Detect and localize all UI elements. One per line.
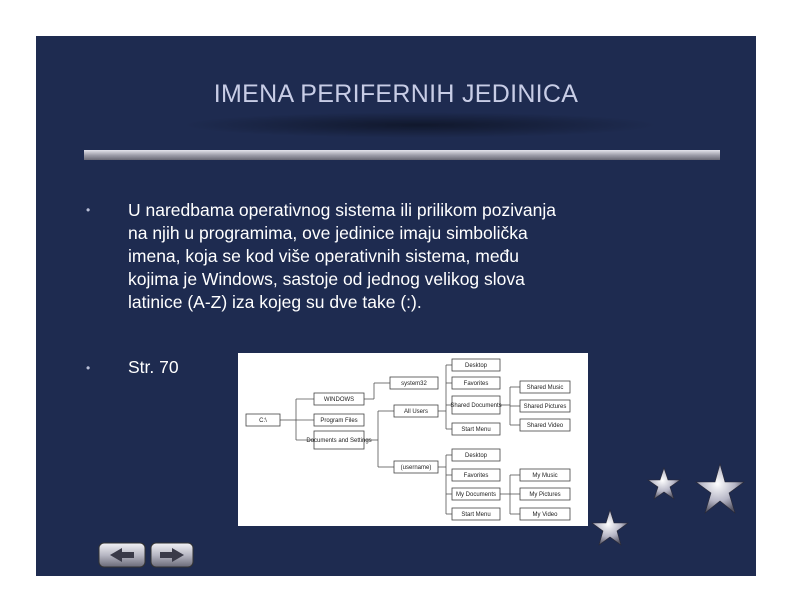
tree-node-favorites: Favorites <box>463 381 489 387</box>
star-icon <box>694 462 746 521</box>
tree-node-my-pictures: My Pictures <box>529 492 561 498</box>
next-slide-button[interactable] <box>150 542 194 568</box>
star-icon <box>646 466 682 507</box>
bullet-marker: • <box>86 203 91 217</box>
bullet-line: imena, koja se kod više operativnih sistema, među <box>128 246 520 266</box>
title-divider <box>84 150 720 160</box>
slide-title: IMENA PERIFERNIH JEDINICA <box>213 80 579 108</box>
bullet-text: Str. 70 <box>128 357 179 377</box>
tree-node-start-menu: Start Menu <box>461 427 491 433</box>
bullet-line: kojima je Windows, sastoje od jednog velikog slova <box>128 269 525 289</box>
tree-node-desktop: Desktop <box>464 363 488 369</box>
tree-node-favorites: Favorites <box>463 473 489 479</box>
tree-node-my-video: My Video <box>532 512 558 518</box>
tree-node-program-files: Program Files <box>320 418 358 424</box>
next-arrow-icon <box>150 542 194 568</box>
bullet-marker: • <box>86 361 91 375</box>
bullet-line: na njih u programima, ove jedinice imaju simbolička <box>128 223 528 243</box>
folder-tree-diagram <box>238 353 588 526</box>
star-icon <box>590 508 630 553</box>
tree-node-all-users: All Users <box>403 409 429 415</box>
tree-node-windows: WINDOWS <box>323 397 355 403</box>
tree-node-my-music: My Music <box>532 473 558 479</box>
tree-node-shared-documents: Shared Documents <box>450 403 502 409</box>
tree-node-system32: system32 <box>401 381 427 387</box>
bullet-line: latinice (A-Z) iza kojeg su dve take (:). <box>128 292 422 312</box>
tree-node-start-menu: Start Menu <box>461 512 491 518</box>
bullet-line: U naredbama operativnog sistema ili prilikom pozivanja <box>128 200 556 220</box>
tree-node-desktop: Desktop <box>464 453 488 459</box>
tree-node-shared-video: Shared Video <box>526 423 564 429</box>
tree-node-shared-pictures: Shared Pictures <box>523 404 567 410</box>
tree-node-shared-music: Shared Music <box>526 385 564 391</box>
prev-arrow-icon <box>98 542 146 568</box>
tree-node-username: (username) <box>400 465 432 471</box>
tree-node-my-documents: My Documents <box>455 492 497 498</box>
tree-node-root: C:\ <box>259 418 267 424</box>
title-shadow <box>180 112 660 138</box>
prev-slide-button[interactable] <box>98 542 146 568</box>
tree-node-documents-settings: Documents and Settings <box>306 438 372 444</box>
